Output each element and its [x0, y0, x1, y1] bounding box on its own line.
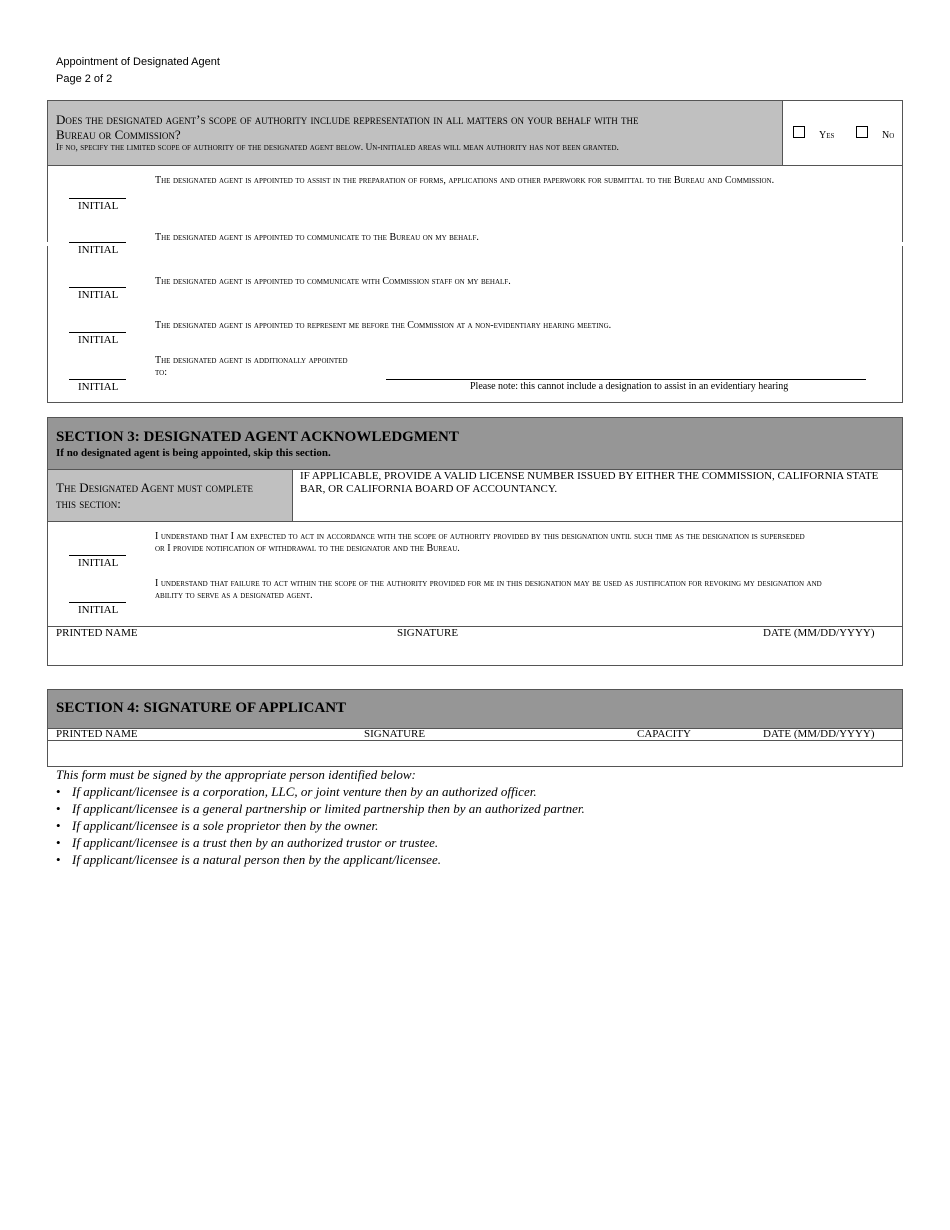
- evidentiary-note: Please note: this cannot include a designation to assist in an evidentiary hearing: [470, 381, 789, 392]
- scope-question-cell: [48, 101, 783, 166]
- list-item: • If applicant/licensee is a sole proprietor then by the owner.: [56, 817, 585, 834]
- agent-must-complete-text: The Designated Agent must complete this section:: [56, 480, 253, 511]
- scope-item-commission-staff: The designated agent is appointed to communicate with Commission staff on my behalf.: [155, 276, 511, 287]
- initial-line[interactable]: [69, 555, 126, 556]
- signing-instructions-intro: This form must be signed by the appropriate person identified below:: [56, 767, 416, 782]
- section4-title: SECTION 4: SIGNATURE OF APPLICANT: [56, 700, 347, 716]
- section4-row-divider: [48, 740, 902, 741]
- scope-item-bureau: The designated agent is appointed to communicate to the Bureau on my behalf.: [155, 232, 479, 243]
- form-title: Appointment of Designated Agent: [56, 56, 220, 68]
- initial-label: INITIAL: [78, 334, 119, 346]
- list-item: • If applicant/licensee is a natural person then by the applicant/licensee.: [56, 851, 585, 868]
- scope-item-forms: The designated agent is appointed to assist in the preparation of forms, applications and other paperwork for submittal to the Bureau and Commission.: [155, 175, 775, 186]
- section4-header: [48, 690, 902, 729]
- section3-header: [48, 418, 902, 470]
- scope-item-hearing: The designated agent is appointed to represent me before the Commission at a non-evidentiary hearing meeting.: [155, 320, 612, 331]
- scope-question-line2: Bureau or Commission?: [56, 127, 181, 142]
- license-number-cell[interactable]: [293, 470, 902, 522]
- section3-subtitle: If no designated agent is being appointed, skip this section.: [56, 447, 331, 459]
- initial-label: INITIAL: [78, 289, 119, 301]
- initial-line[interactable]: [69, 287, 126, 288]
- applicant-signature-fields[interactable]: [56, 742, 886, 764]
- no-checkbox[interactable]: [856, 126, 868, 138]
- list-item: • If applicant/licensee is a corporation, LLC, or joint venture then by an authorized officer.: [56, 783, 585, 800]
- applicant-printed-name-label: PRINTED NAME: [56, 728, 138, 740]
- initial-line[interactable]: [69, 602, 126, 603]
- agent-signature-label: SIGNATURE: [397, 627, 459, 639]
- yes-label: Yes: [819, 130, 835, 141]
- agent-date-label: DATE (MM/DD/YYYY): [763, 627, 875, 639]
- initial-label: INITIAL: [78, 381, 119, 393]
- yes-checkbox[interactable]: [793, 126, 805, 138]
- applicant-date-label: DATE (MM/DD/YYYY): [763, 728, 875, 740]
- ack-item-scope: I understand that I am expected to act in accordance with the scope of authority provided by this designation until such time as the designation is superseded or I provide notification of withdrawal to the designator and the Bureau.: [155, 531, 805, 554]
- license-number-instruction: IF APPLICABLE, PROVIDE A VALID LICENSE NUMBER ISSUED BY EITHER THE COMMISSION, CALIFORNIA STATE BAR, OR CALIFORNIA BOARD OF ACCOUNTANCY.: [300, 470, 879, 495]
- ack-item-failure: I understand that failure to act within the scope of the authority provided for me in this designation may be used as justification for revoking my designation and ability to serve as a designated agent.: [155, 578, 822, 601]
- initial-label: INITIAL: [78, 244, 119, 256]
- no-label: No: [882, 130, 895, 141]
- scope-question-line1: Does the designated agent’s scope of authority include representation in all matters on your behalf with the: [56, 112, 639, 127]
- initial-label: INITIAL: [78, 557, 119, 569]
- signing-instructions-list: [56, 783, 585, 868]
- initial-line[interactable]: [69, 242, 126, 243]
- initial-line[interactable]: [69, 198, 126, 199]
- initial-line[interactable]: [69, 379, 126, 380]
- agent-must-complete-cell: [48, 470, 293, 522]
- applicant-capacity-label: CAPACITY: [637, 728, 691, 740]
- initial-label: INITIAL: [78, 200, 119, 212]
- list-item: • If applicant/licensee is a trust then by an authorized trustor or trustee.: [56, 834, 585, 851]
- scope-item-additional: The designated agent is additionally appointed to:: [155, 355, 348, 378]
- additional-appointment-field[interactable]: [386, 379, 866, 380]
- section3-title: SECTION 3: DESIGNATED AGENT ACKNOWLEDGMENT: [56, 429, 459, 445]
- applicant-signature-label: SIGNATURE: [364, 728, 426, 740]
- initial-label: INITIAL: [78, 604, 119, 616]
- scope-instruction: If no, specify the limited scope of authority of the designated agent below. Un-initialed areas will mean authority has not been granted.: [56, 143, 619, 153]
- yes-no-cell: [782, 101, 902, 166]
- agent-printed-name-label: PRINTED NAME: [56, 627, 138, 639]
- list-item: • If applicant/licensee is a general partnership or limited partnership then by an authorized partner.: [56, 800, 585, 817]
- initial-line[interactable]: [69, 332, 126, 333]
- agent-signature-fields[interactable]: [56, 641, 886, 663]
- page-number: Page 2 of 2: [56, 73, 113, 85]
